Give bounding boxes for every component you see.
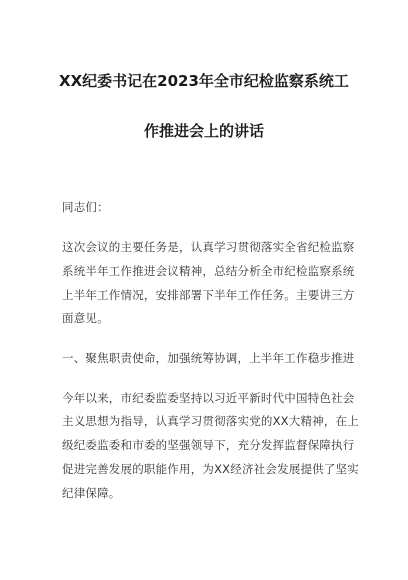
paragraph-1-line-2: 系统半年工作推进会议精神，总结分析全市纪检监察系统 xyxy=(62,264,355,278)
salutation: 同志们： xyxy=(62,200,109,214)
document-title-line-2: 作推进会上的讲话 xyxy=(143,122,264,140)
paragraph-2-line-4: 促进完善发展的职能作用，为XX经济社会发展提供了坚实 xyxy=(62,462,359,476)
paragraph-1-line-1: 这次会议的主要任务是，认真学习贯彻落实全省纪检监察 xyxy=(62,240,355,254)
paragraph-2-line-5: 纪律保障。 xyxy=(62,486,121,500)
section-heading-1: 一、聚焦职责使命，加强统筹协调，上半年工作稳步推进 xyxy=(62,351,355,365)
paragraph-2-line-3: 级纪委监委和市委的坚强领导下，充分发挥监督保障执行 xyxy=(62,438,355,452)
document-title-line-1: XX纪委书记在2023年全市纪检监察系统工 xyxy=(59,72,349,90)
paragraph-2-line-2: 主义思想为指导，认真学习贯彻落实党的XX大精神，在上 xyxy=(62,414,359,428)
paragraph-1-line-3: 上半年工作情况，安排部署下半年工作任务。主要讲三方 xyxy=(62,288,355,302)
paragraph-1-line-4: 面意见。 xyxy=(62,311,109,325)
paragraph-2-line-1: 今年以来，市纪委监委坚持以习近平新时代中国特色社会 xyxy=(62,391,355,405)
